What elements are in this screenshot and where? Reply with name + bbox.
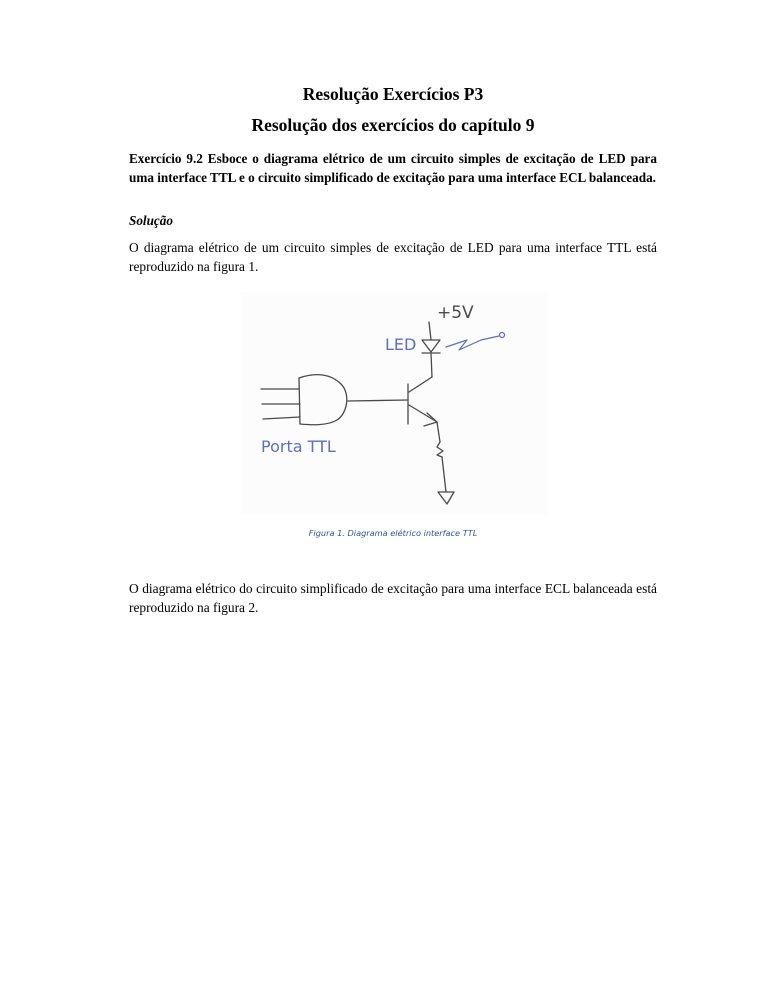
light-emission-icon — [446, 336, 499, 350]
supply-label: +5V — [437, 303, 474, 323]
emitter-wire — [437, 422, 440, 442]
solution-paragraph-1: O diagrama elétrico de um circuito simples de excitação de LED para uma interface TTL está reproduzido na figura 1. — [129, 240, 657, 274]
supply-wire — [429, 322, 431, 340]
base-wire — [348, 400, 408, 401]
exercise-statement: Exercício 9.2 Esboce o diagrama elétrico de um circuito simples de excitação de LED para uma interface TTL e o circuito simplificado de excitação para uma interface ECL balanceada. — [129, 151, 657, 185]
circuit-drawing — [241, 292, 548, 514]
gate-label: Porta TTL — [261, 437, 336, 456]
document-title: Resolução Exercícios P3 — [302, 84, 484, 104]
npn-transistor-icon — [408, 377, 437, 426]
solution-heading: Solução — [129, 213, 173, 228]
figure-1-circuit-diagram — [241, 292, 548, 514]
light-emission-tip — [500, 333, 505, 338]
ground-wire — [442, 457, 446, 492]
solution-paragraph-2: O diagrama elétrico do circuito simplificado de excitação para uma interface ECL balanceada está reproduzido na figura 2. — [129, 581, 657, 615]
figure-1-caption: Figura 1. Diagrama elétrico interface TTL — [308, 528, 478, 538]
led-diode-icon — [422, 340, 440, 353]
resistor-icon — [437, 442, 443, 457]
led-label: LED — [385, 335, 417, 354]
ground-icon — [438, 492, 454, 504]
and-gate-icon — [261, 375, 347, 425]
chapter-subtitle: Resolução dos exercícios do capítulo 9 — [251, 115, 535, 135]
collector-wire — [431, 353, 432, 377]
